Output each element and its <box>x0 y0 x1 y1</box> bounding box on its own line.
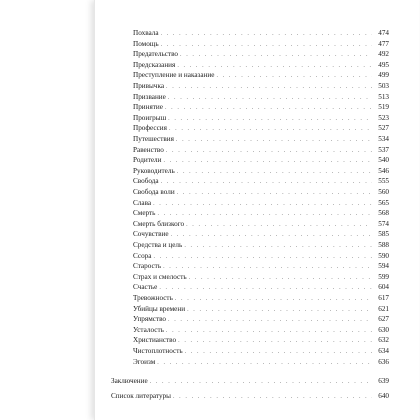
toc-entry-title: Счастье <box>133 283 158 292</box>
toc-entry-page: 534 <box>378 135 389 143</box>
table-of-contents <box>95 0 419 420</box>
toc-entry-page: 527 <box>378 124 389 133</box>
toc-entry <box>133 241 389 251</box>
dot-leader <box>168 94 372 104</box>
dot-leader <box>163 157 372 167</box>
dot-leader <box>153 253 372 263</box>
dot-leader <box>187 306 372 316</box>
toc-entry-title: Чистоплотность <box>133 347 183 355</box>
dot-leader <box>166 147 372 157</box>
toc-entry <box>133 209 389 219</box>
toc-entry-page: 560 <box>378 188 389 196</box>
toc-entry-page: 503 <box>378 82 389 90</box>
dot-leader <box>177 189 372 199</box>
dot-leader <box>177 62 372 72</box>
toc-entry <box>133 326 389 336</box>
toc-entry-page: 630 <box>378 325 389 334</box>
dot-leader <box>163 263 372 273</box>
toc-entry <box>133 230 389 240</box>
toc-entry-title: Эгоизм <box>133 357 156 366</box>
toc-entry-page: 546 <box>378 166 389 175</box>
toc-entry-page: 540 <box>378 156 389 165</box>
toc-entry-page: 499 <box>378 71 389 80</box>
toc-entry-title: Убийцы времени <box>133 304 186 313</box>
dot-leader <box>180 51 372 61</box>
toc-entry <box>133 114 389 124</box>
toc-entry <box>133 273 389 283</box>
dot-leader <box>185 348 372 358</box>
toc-entry-page: 594 <box>378 262 389 271</box>
dot-leader <box>168 316 372 326</box>
toc-entry <box>133 50 389 60</box>
toc-entry-conclusion <box>111 377 389 387</box>
toc-entry <box>133 71 389 81</box>
toc-entry-title: Профессия <box>133 124 167 133</box>
toc-entry-title: Слава <box>133 198 152 207</box>
dot-leader <box>184 242 372 252</box>
toc-entry-page: 565 <box>378 198 389 207</box>
toc-entry-page: 519 <box>378 103 389 112</box>
toc-entry-page: 537 <box>378 145 389 154</box>
toc-entry-page: 523 <box>378 113 389 122</box>
toc-entry <box>133 336 389 346</box>
toc-entry-title: Преступление и наказание <box>133 71 215 80</box>
dot-leader <box>150 378 372 388</box>
dot-leader <box>178 337 372 347</box>
dot-leader <box>159 284 372 294</box>
dot-leader <box>161 41 372 51</box>
toc-entry-title: Проигрыш <box>133 113 167 122</box>
toc-entry-page: 640 <box>378 392 389 400</box>
toc-entry-title: Похвала <box>133 29 159 37</box>
toc-entry <box>133 199 389 209</box>
dot-leader <box>165 104 372 114</box>
toc-entry <box>133 358 389 368</box>
dot-leader <box>216 72 372 82</box>
toc-entry-title: Ссора <box>133 251 152 260</box>
dot-leader <box>166 83 372 93</box>
toc-entry <box>133 135 389 145</box>
toc-entry-title: Страх и смелость <box>133 272 187 281</box>
dot-leader <box>157 359 372 369</box>
toc-entry <box>133 262 389 272</box>
toc-entry-page: 639 <box>378 377 389 385</box>
toc-entry-page: 632 <box>378 336 389 345</box>
toc-entry-title: Равенство <box>133 145 164 154</box>
toc-entry-page: 568 <box>378 209 389 218</box>
dot-leader <box>189 274 372 284</box>
toc-entry <box>133 103 389 113</box>
toc-entry-title: Путешествия <box>133 135 174 143</box>
toc-entry <box>133 294 389 304</box>
toc-entry-page: 627 <box>378 315 389 324</box>
dot-leader <box>176 136 372 146</box>
dot-leader <box>177 168 372 178</box>
toc-entry-title: Список литературы <box>111 392 171 400</box>
toc-entry-page: 492 <box>378 50 389 59</box>
toc-entry-title: Усталость <box>133 325 164 334</box>
toc-entry <box>133 29 389 39</box>
toc-entry-title: Средства и цель <box>133 241 183 249</box>
dot-leader <box>173 393 372 403</box>
toc-entry-title: Христианство <box>133 336 177 345</box>
dot-leader <box>161 178 372 188</box>
toc-entry-title: Смерть близкого <box>133 219 185 228</box>
toc-entry <box>133 347 389 357</box>
toc-entry <box>133 220 389 230</box>
toc-entry <box>133 82 389 92</box>
toc-entry-page: 590 <box>378 251 389 260</box>
toc-entry-title: Старость <box>133 262 162 271</box>
toc-entry-title: Заключение <box>111 377 148 385</box>
dot-leader <box>153 200 372 210</box>
toc-entry-page: 634 <box>378 347 389 355</box>
toc-entry-title: Руководитель <box>133 166 175 175</box>
toc-entry-page: 495 <box>378 60 389 69</box>
toc-entry-title: Предательство <box>133 50 179 59</box>
toc-entry <box>133 177 389 187</box>
toc-entry-page: 617 <box>378 294 389 302</box>
dot-leader <box>166 327 372 337</box>
toc-entry <box>133 305 389 315</box>
dot-leader <box>161 30 372 40</box>
toc-entry-title: Родители <box>133 156 162 165</box>
toc-entry-title: Принятие <box>133 103 163 112</box>
dot-leader <box>171 231 372 241</box>
toc-entry-title: Тревожность <box>133 294 173 302</box>
toc-entry-title: Свобода воли <box>133 188 175 196</box>
dot-leader <box>157 210 372 220</box>
book-page <box>94 0 419 420</box>
toc-entry-title: Помощь <box>133 39 159 48</box>
toc-entry-bibliography <box>111 392 389 402</box>
toc-entry-title: Упрямство <box>133 315 167 324</box>
toc-entry <box>133 156 389 166</box>
toc-entry <box>133 283 389 293</box>
toc-entry <box>133 146 389 156</box>
toc-entry-page: 621 <box>378 304 389 313</box>
dot-leader <box>186 221 372 231</box>
toc-entry-title: Смерть <box>133 209 156 218</box>
toc-entry <box>133 93 389 103</box>
toc-entry-page: 588 <box>378 241 389 249</box>
toc-entry-page: 477 <box>378 39 389 48</box>
toc-entry-page: 574 <box>378 219 389 228</box>
toc-entry-title: Привычка <box>133 82 165 90</box>
toc-entry-page: 513 <box>378 92 389 101</box>
dot-leader <box>175 295 372 305</box>
toc-entry-page: 604 <box>378 283 389 292</box>
toc-entry <box>133 124 389 134</box>
toc-entry-title: Свобода <box>133 177 159 186</box>
toc-entry-page: 585 <box>378 230 389 239</box>
toc-entry-title: Призвание <box>133 92 166 101</box>
toc-entry-page: 474 <box>378 29 389 37</box>
toc-entry <box>133 252 389 262</box>
toc-entry <box>133 315 389 325</box>
toc-entry-page: 599 <box>378 272 389 281</box>
dot-leader <box>169 125 372 135</box>
toc-entry <box>133 40 389 50</box>
toc-entry-title: Сочувствие <box>133 230 169 239</box>
toc-entry <box>133 188 389 198</box>
toc-entry-page: 555 <box>378 177 389 186</box>
toc-entry <box>133 61 389 71</box>
toc-entry-page: 636 <box>378 357 389 366</box>
dot-leader <box>168 115 372 125</box>
toc-entry <box>133 167 389 177</box>
toc-entry-title: Предсказания <box>133 60 176 69</box>
